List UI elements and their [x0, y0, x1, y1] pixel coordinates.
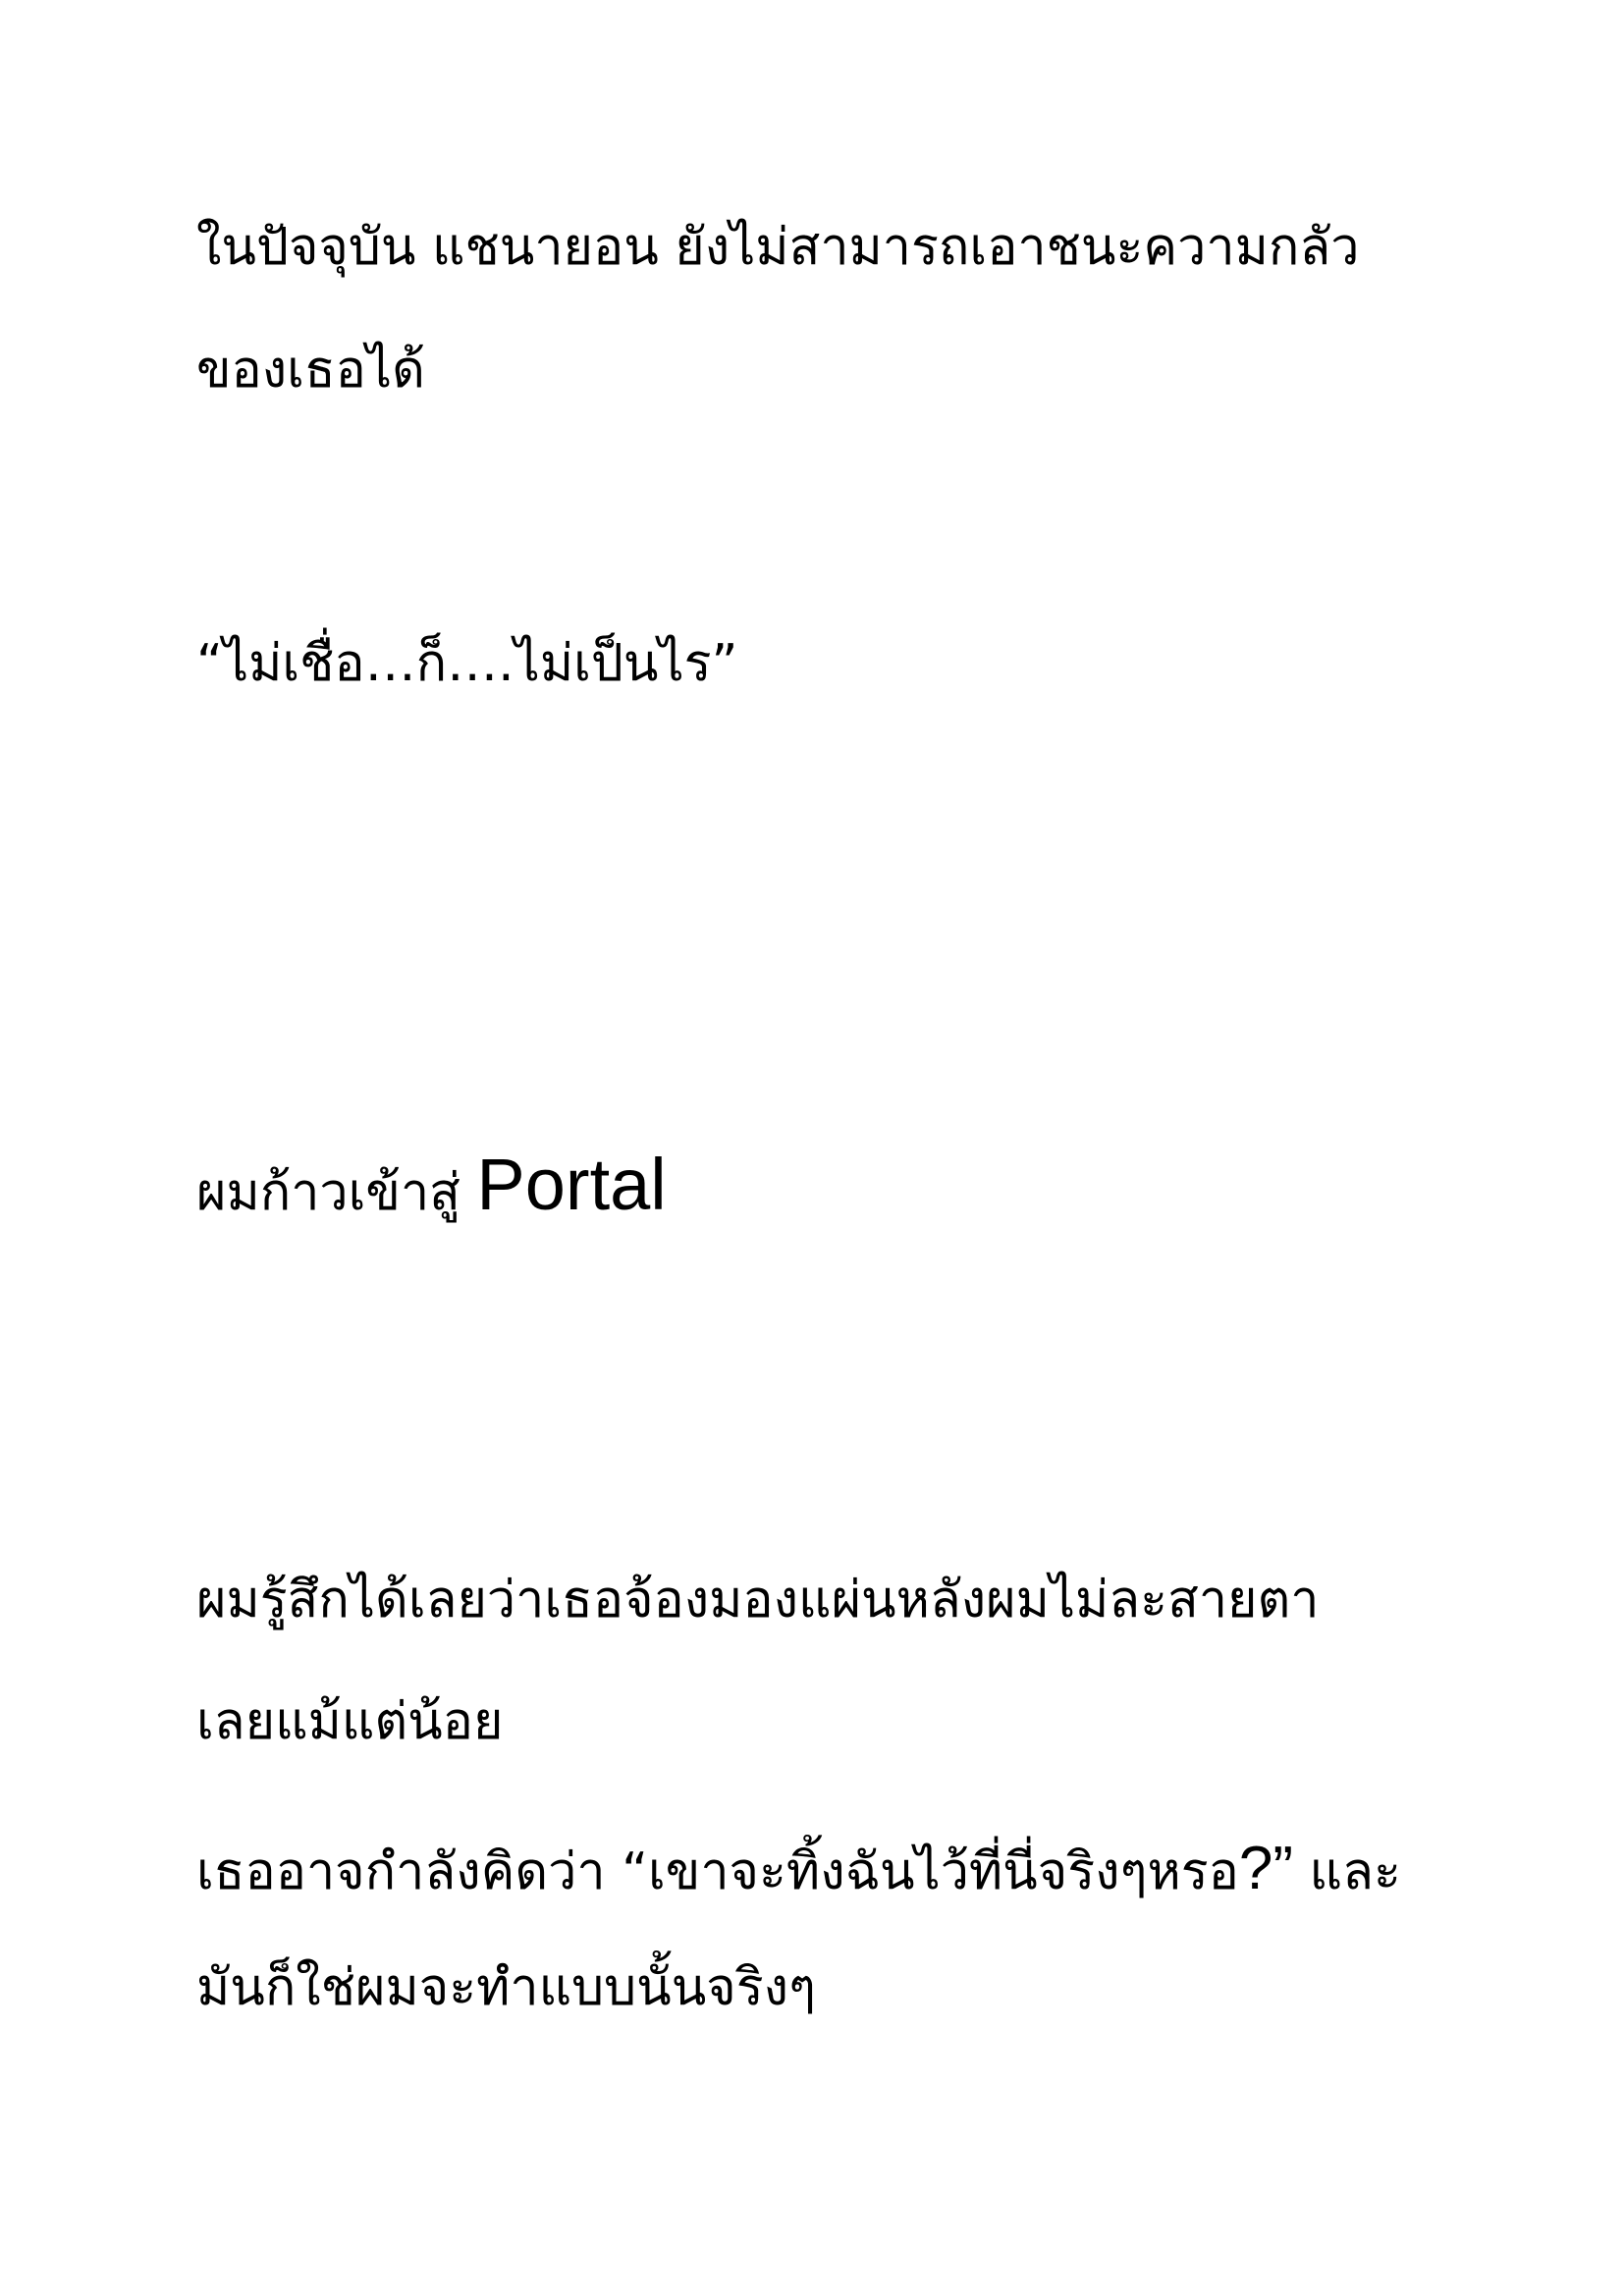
- paragraph-1-line-1: ในปัจจุบัน แชนายอน ยังไม่สามารถเอาชนะความกลัว: [196, 218, 1360, 277]
- quote-line: “ไม่เชื่อ…ก็….ไม่เป็นไร”: [196, 634, 738, 693]
- paragraph-4-line-1-start: เธออาจกำลังคิดว่า “เขาจะทิ้งฉันไว้ที่นี่จริงๆหรอ: [196, 1842, 1239, 1901]
- paragraph-4-question-mark: ?”: [1238, 1835, 1294, 1902]
- paragraph-3-line-2: เลยแม้แต่น้อย: [196, 1692, 504, 1751]
- paragraph-4-line-2: มันก็ใช่ผมจะทำแบบนั้นจริงๆ: [196, 1958, 816, 2017]
- paragraph-4-line-1: [196, 1830, 1401, 1911]
- paragraph-2: [196, 1146, 667, 1232]
- paragraph-1-line-2: ของเธอได้: [196, 341, 425, 400]
- paragraph-3-line-1: ผมรู้สึกได้เลยว่าเธอจ้องมองแผ่นหลังผมไม่ละสายตา: [196, 1571, 1320, 1629]
- paragraph-2-text: ผมก้าวเข้าสู่: [196, 1163, 477, 1222]
- portal-word: Portal: [476, 1144, 667, 1225]
- paragraph-4-line-1-end: และ: [1293, 1842, 1401, 1901]
